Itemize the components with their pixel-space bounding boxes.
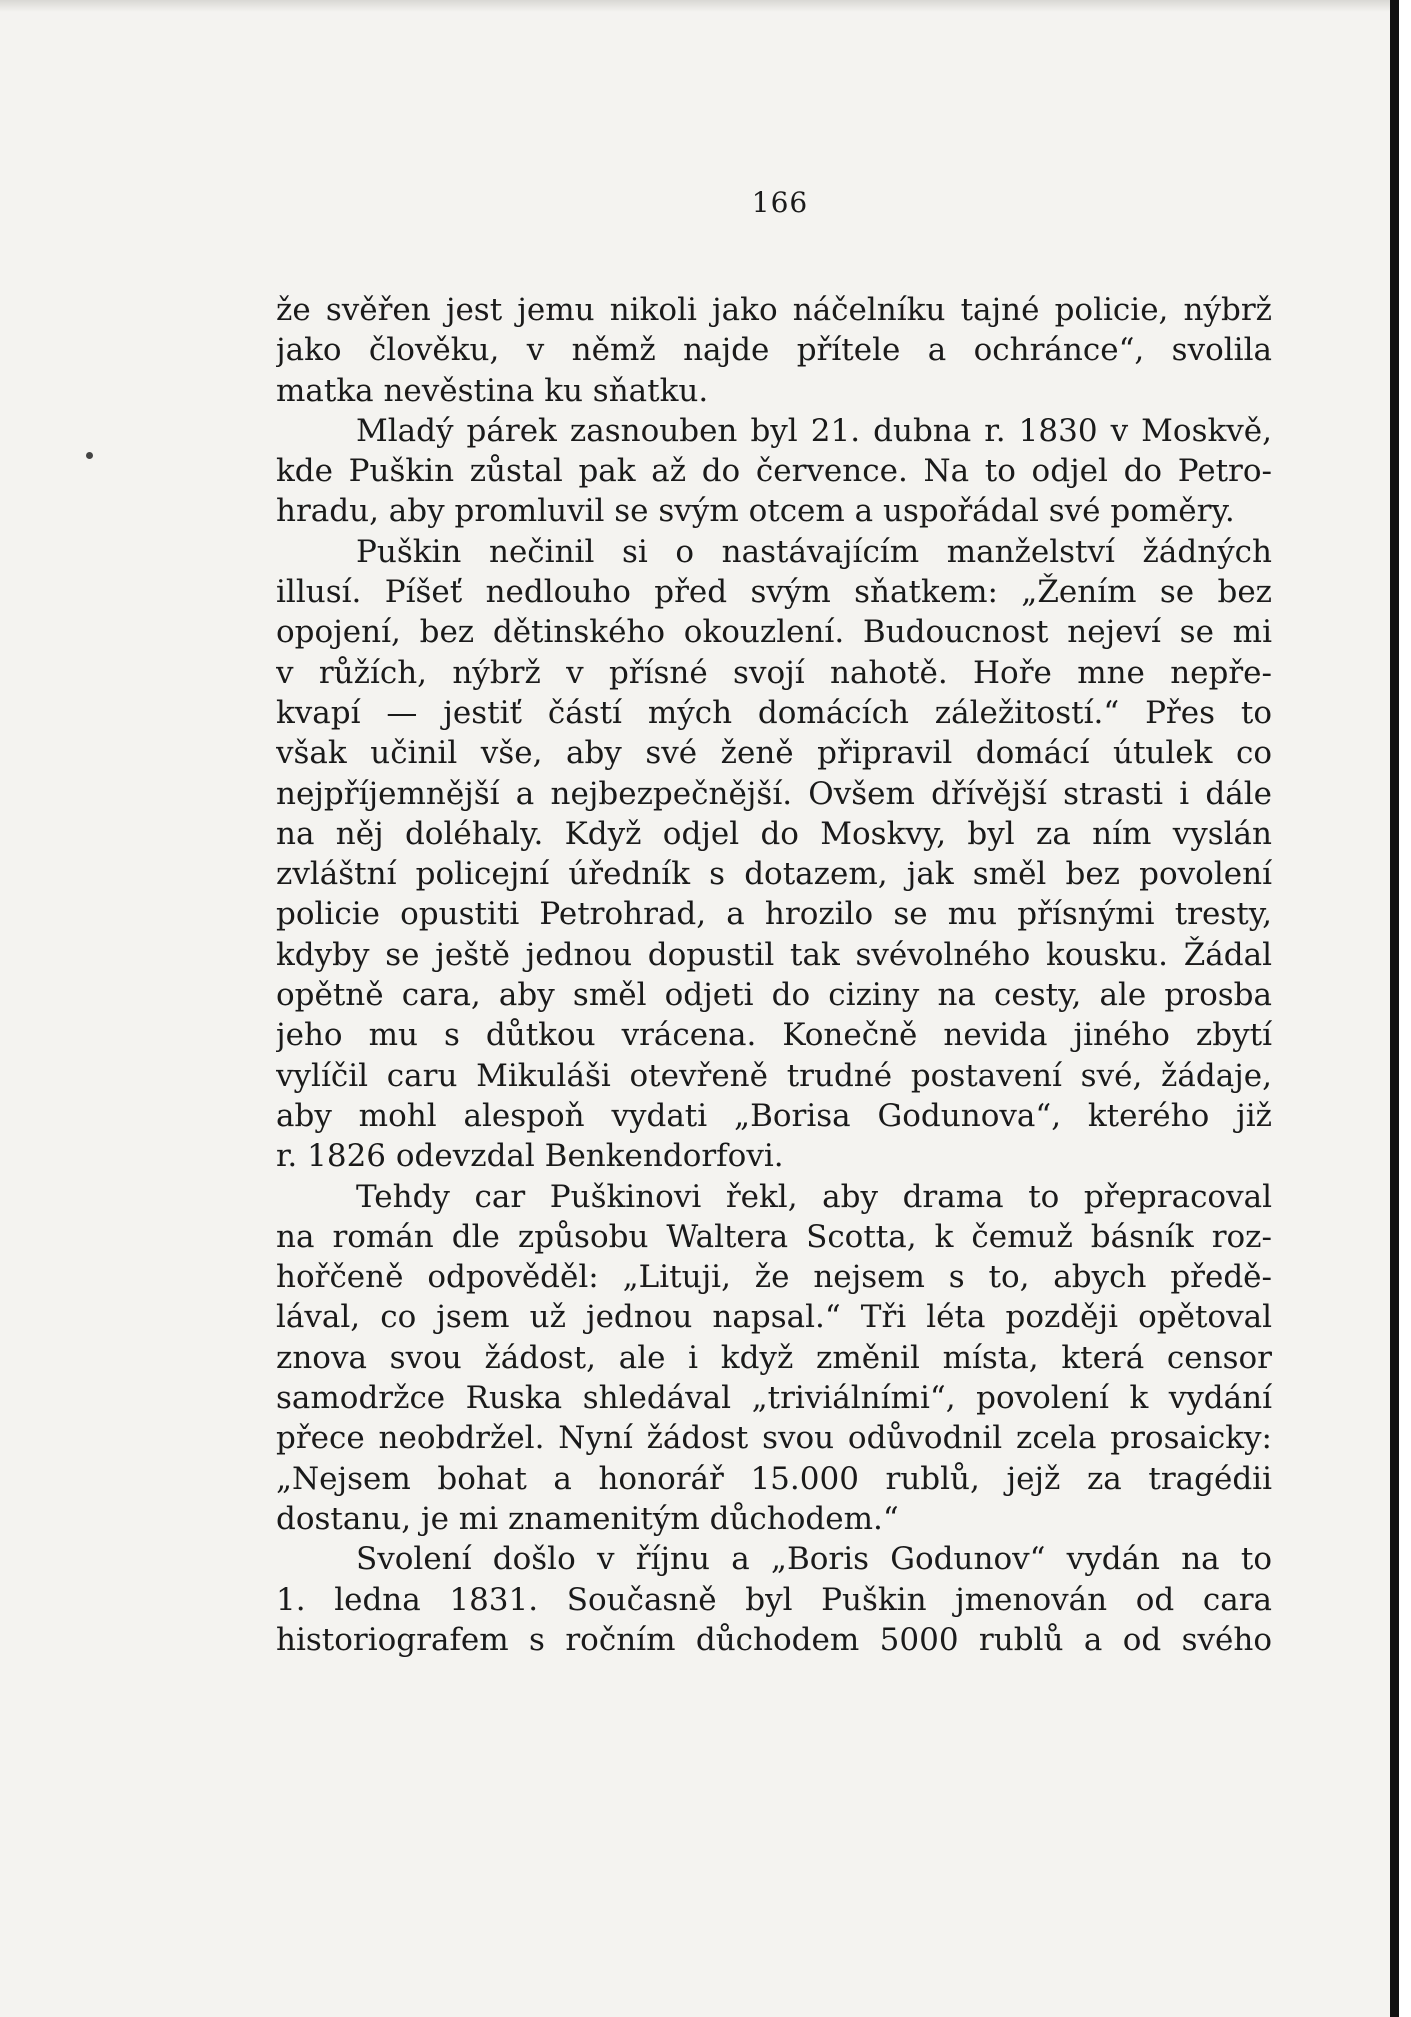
- text-line: jako člověku, v němž najde přítele a ochránce“, svolila: [276, 332, 1272, 369]
- text-line: Tehdy car Puškinovi řekl, aby drama to přepracoval: [356, 1178, 1272, 1215]
- body-text: [276, 290, 1272, 1660]
- text-line: illusí. Píšeť nedlouho před svým sňatkem: „Žením se bez: [276, 574, 1272, 611]
- text-line: hořčeně odpověděl: „Lituji, že nejsem s to, abych předě-: [276, 1259, 1272, 1296]
- text-line: přece neobdržel. Nyní žádost svou odůvodnil zcela prosaicky:: [276, 1420, 1272, 1457]
- text-line: kde Puškin zůstal pak až do července. Na to odjel do Petro-: [276, 453, 1272, 490]
- text-line: v růžích, nýbrž v přísné svojí nahotě. Hoře mne nepře-: [276, 654, 1272, 691]
- text-line: nejpříjemnější a nejbezpečnější. Ovšem dřívější strasti i dále: [276, 775, 1272, 812]
- text-line: r. 1826 odevzdal Benkendorfovi.: [276, 1138, 784, 1175]
- text-line: kvapí — jestiť částí mých domácích záležitostí.“ Přes to: [276, 694, 1272, 731]
- text-line: zvláštní policejní úředník s dotazem, jak směl bez povolení: [276, 856, 1272, 893]
- text-line: Mladý párek zasnouben byl 21. dubna r. 1830 v Moskvě,: [356, 412, 1272, 449]
- text-line: vylíčil caru Mikuláši otevřeně trudné postavení své, žádaje,: [276, 1057, 1272, 1094]
- text-line: samodržce Ruska shledával „triviálními“, povolení k vydání: [276, 1380, 1272, 1417]
- page-number: 166: [751, 186, 809, 219]
- text-line: policie opustiti Petrohrad, a hrozilo se mu přísnými tresty,: [276, 896, 1272, 933]
- text-line: jeho mu s důtkou vrácena. Konečně nevida jiného zbytí: [276, 1017, 1272, 1054]
- text-line: že svěřen jest jemu nikoli jako náčelníku tajné policie, nýbrž: [276, 292, 1272, 328]
- text-line: historiografem s ročním důchodem 5000 rublů a od svého: [276, 1621, 1272, 1658]
- text-line: opětně cara, aby směl odjeti do ciziny na cesty, ale prosba: [276, 977, 1272, 1014]
- text-line: matka nevěstina ku sňatku.: [276, 372, 709, 409]
- page-edge-border: [1390, 0, 1399, 2017]
- text-line: na něj doléhaly. Když odjel do Moskvy, byl za ním vyslán: [276, 815, 1272, 852]
- text-line: lával, co jsem už jednou napsal.“ Tři léta později opětoval: [276, 1299, 1272, 1336]
- text-line: znova svou žádost, ale i když změnil místa, která censor: [276, 1339, 1272, 1376]
- text-line: dostanu, je mi znamenitým důchodem.“: [276, 1500, 899, 1537]
- text-line: aby mohl alespoň vydati „Borisa Godunova“, kterého již: [276, 1097, 1272, 1134]
- text-line: Svolení došlo v říjnu a „Boris Godunov“ vydán na to: [356, 1541, 1272, 1578]
- text-line: hradu, aby promluvil se svým otcem a uspořádal své poměry.: [276, 493, 1235, 530]
- text-line: 1. ledna 1831. Současně byl Puškin jmenován od cara: [276, 1581, 1272, 1618]
- text-line: Puškin nečinil si o nastávajícím manželství žádných: [356, 533, 1272, 570]
- text-line: na román dle způsobu Waltera Scotta, k čemuž básník roz-: [276, 1218, 1272, 1255]
- text-line: kdyby se ještě jednou dopustil tak svévolného kousku. Žádal: [276, 936, 1272, 973]
- text-line: však učinil vše, aby své ženě připravil domácí útulek co: [276, 735, 1272, 772]
- ink-speck: [86, 452, 93, 459]
- text-line: „Nejsem bohat a honorář 15.000 rublů, jejž za tragédii: [276, 1460, 1272, 1497]
- page-top-shadow: [0, 0, 1390, 12]
- text-line: opojení, bez dětinského okouzlení. Budoucnost nejeví se mi: [276, 614, 1272, 651]
